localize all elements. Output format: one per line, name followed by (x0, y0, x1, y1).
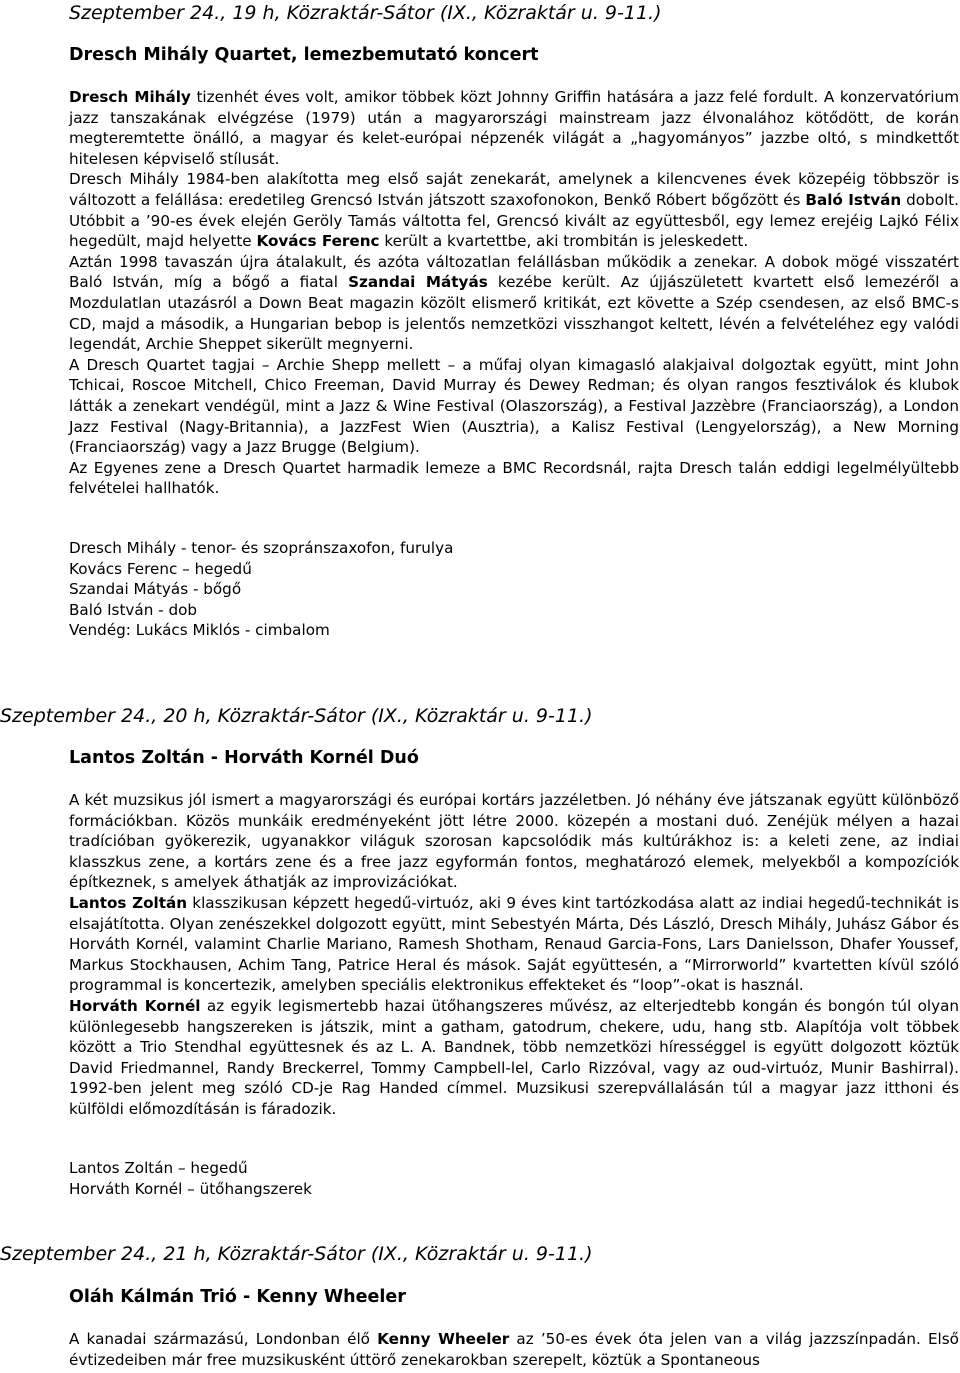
event-description (69, 1329, 959, 1370)
paragraph: Lantos Zoltán klasszikusan képzett hegedű-virtuóz, aki 9 éves kint tartózkodása alatt az indiai hegedű-technikát is elsajátította. Olyan zenészekkel dolgozott együtt, mint Sebestyén Márta, Dés László, Dresch Mihály, Juhász Gábor és Horváth Kornél, valamint Charlie Mariano, Ramesh Shotham, Renaud Garcia-Fons, Lars Danielsson, Dhafer Youssef, Markus Stockhausen, Achim Tang, Patrice Heral és mások. Saját együttesén, a “Mirrorworld” kvartetten kívül szóló programmal is koncertezik, amelyben speciális elektronikus effekteket és “loop”-okat is használ. (69, 893, 960, 995)
lineup-item: Baló István - dob (69, 600, 198, 619)
paragraph: A Dresch Quartet tagjai – Archie Shepp mellett – a műfaj olyan kimagasló alakjaival dolgoztak együtt, mint John Tchicai, Roscoe Mitchell, Chico Freeman, David Murray és Dewey Redman; és olyan rangos fesztiválok és klubok látták a zenekart vendégül, mint a Jazz & Wine Festival (Olaszország), a Festival Jazzèbre (Franciaország), a London Jazz Festival (Nagy-Britannia), a JazzFest Wien (Ausztria), a Kalisz Festival (Lengyelország), a New Morning (Franciaország) vagy a Jazz Brugge (Belgium). (69, 355, 959, 457)
event-date: Szeptember 24., 21 h, Közraktár-Sátor (IX., Közraktár u. 9-11.) (0, 1243, 593, 1265)
event-title: Dresch Mihály Quartet, lemezbemutató koncert (69, 45, 539, 65)
event-title: Oláh Kálmán Trió - Kenny Wheeler (69, 1287, 406, 1307)
lineup-list (69, 538, 959, 641)
paragraph: Dresch Mihály 1984-ben alakította meg első saját zenekarát, amelynek a kilencvenes évek közepéig többször is változott a felállása: eredetileg Grencsó István játszott szaxofonokon, Benkő Róbert bőgőzött és Baló István dobolt. Utóbbit a ’90-es évek elején Geröly Tamás váltotta fel, Grencsó kivált az együttesből, egy lemez erejéig Lajkó Félix hegedült, majd helyette Kovács Ferenc került a kvartettbe, aki trombitán is jeleskedett. (69, 170, 959, 251)
paragraph: A kanadai származású, Londonban élő Kenny Wheeler az ’50-es évek óta jelen van a világ jazzszínpadán. Első évtizedeiben már free muzsikusként úttörő zenekarokban szerepelt, köztük a Spontaneous (69, 1330, 959, 1369)
lineup-item: Kovács Ferenc – hegedű (69, 559, 252, 578)
paragraph: A két muzsikus jól ismert a magyarországi és európai kortárs jazzéletben. Jó néhány éve játszanak együtt különböző formációkban. Közös munkáik eredményeként jött létre 2000. közepén a mostani duó. Zenéjük mélyen a hazai tradícióban gyökerezik, ugyanakkor világuk szorosan kapcsolódik más kultúrákhoz is: a keleti zene, az indiai klasszkus zene, a kortárs zene és a free jazz egyformán fontos, meghatározó elemek, melyekből a kompozíciók építkeznek, s amelyek áthatják az improvizációkat. (69, 791, 959, 892)
event-title: Lantos Zoltán - Horváth Kornél Duó (69, 748, 419, 768)
lineup-item: Lantos Zoltán – hegedű (69, 1159, 248, 1177)
lineup-item: Szandai Mátyás - bőgő (69, 580, 242, 599)
event-description (69, 790, 959, 1120)
event-date: Szeptember 24., 20 h, Közraktár-Sátor (IX., Közraktár u. 9-11.) (0, 705, 593, 727)
paragraph: Dresch Mihály tizenhét éves volt, amikor többek közt Johnny Griffin hatására a jazz felé fordult. A konzervatórium jazz tanszakának elvégzése (1979) után a magyarországi mainstream jazz élvonalához kötődött, de korán megteremtette önálló, a magyar és kelet-európai népzenék világát a „hagyományos” jazzbe oltó, s mindkettőt hitelesen képviselő stílusát. (69, 88, 959, 168)
lineup-item: Horváth Kornél – ütőhangszerek (69, 1179, 312, 1198)
lineup-list (69, 1158, 959, 1199)
event-description (69, 87, 959, 499)
lineup-item: Vendég: Lukács Miklós - cimbalom (69, 621, 330, 640)
event-date: Szeptember 24., 19 h, Közraktár-Sátor (IX., Közraktár u. 9-11.) (69, 2, 662, 24)
paragraph: Aztán 1998 tavaszán újra átalakult, és azóta változatlan felállásban működik a zenekar. A dobok mögé visszatért Baló István, míg a bőgő a fiatal Szandai Mátyás kezébe került. Az újjászületett kvartett első lemezéről a Mozdulatlan utazásról a Down Beat magazin közölt elismerő kritikát, ezt követte a Szép csendesen, az első BMC-s CD, majd a második, a Hungarian bebop is jelentős nemzetközi visszhangot keltett, lévén a felvételéhez egy valódi legendát, Archie Sheppet sikerült megnyerni. (69, 252, 959, 354)
paragraph: Horváth Kornél az egyik legismertebb hazai ütőhangszeres művész, az elterjedtebb kongán és bongón túl olyan különlegesebb hangszereken is játszik, mint a gatham, gatodrum, chekere, udu, hang stb. Alapítója volt többek között a Trio Stendhal együttesnek és az L. A. Bandnek, több nemzetközi hírességgel is együtt dolgozott köztük David Friedmannel, Randy Breckerrel, Tommy Campbell-lel, Carlo Rizzóval, vagy az oud-virtuóz, Munir Bashirral). 1992-ben jelent meg szóló CD-je Rag Handed címmel. Muzsikusi szerepvállalásán túl a magyar jazz itthoni és külföldi előmozdításán is fáradozik. (69, 996, 959, 1118)
paragraph: Az Egyenes zene a Dresch Quartet harmadik lemeze a BMC Recordsnál, rajta Dresch talán eddigi legelmélyültebb felvételei hallhatók. (69, 458, 959, 498)
lineup-item: Dresch Mihály - tenor- és szopránszaxofon, furulya (69, 539, 454, 557)
